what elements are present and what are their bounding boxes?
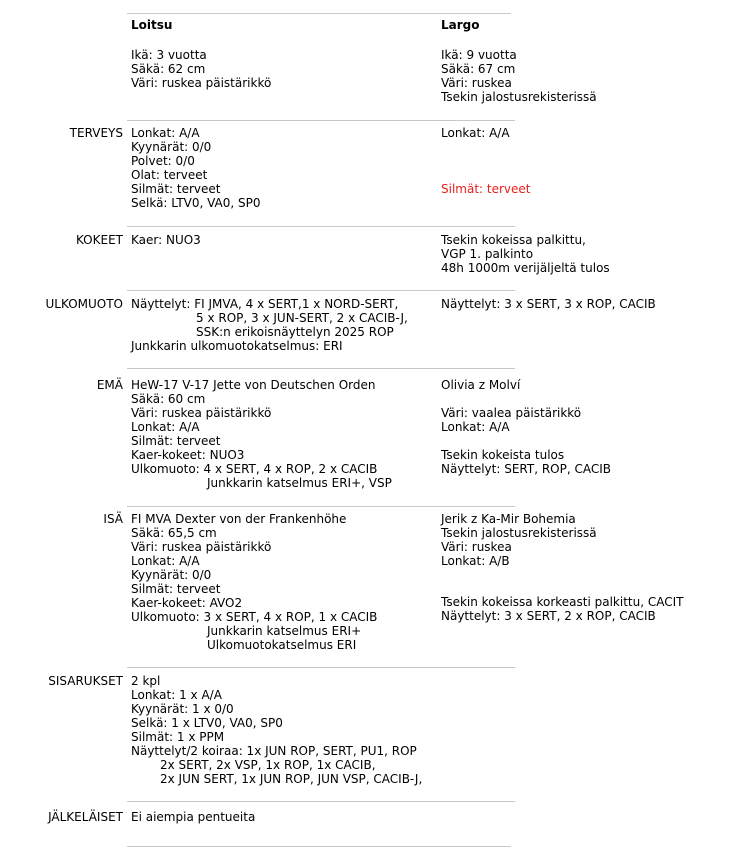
left-dam-line: Säkä: 60 cm bbox=[131, 392, 206, 406]
left-dam-line: Silmät: terveet bbox=[131, 434, 221, 448]
left-shows-line: Junkkarin ulkomuotokatselmus: ERI bbox=[131, 339, 343, 353]
left-shows-line: 5 x ROP, 3 x JUN-SERT, 2 x CACIB-J, bbox=[196, 311, 408, 325]
section-label-jalkelaiset: JÄLKELÄISET bbox=[48, 810, 123, 824]
right-dam-line: Lonkat: A/A bbox=[441, 420, 510, 434]
divider bbox=[127, 13, 511, 14]
left-dam-line: HeW-17 V-17 Jette von Deutschen Orden bbox=[131, 378, 376, 392]
left-trials: Kaer: NUO3 bbox=[131, 233, 201, 247]
left-dam-line: Ulkomuoto: 4 x SERT, 4 x ROP, 2 x CACIB bbox=[131, 462, 378, 476]
right-color: Väri: ruskea bbox=[441, 76, 512, 90]
divider bbox=[127, 290, 515, 291]
right-trials-line: 48h 1000m verijäljeltä tulos bbox=[441, 261, 610, 275]
left-shows-line: SSK:n erikoisnäyttelyn 2025 ROP bbox=[196, 325, 394, 339]
right-registry: Tsekin jalostusrekisterissä bbox=[441, 90, 597, 104]
left-shows-line: Näyttelyt: FI JMVA, 4 x SERT,1 x NORD-SERT, bbox=[131, 297, 399, 311]
divider bbox=[127, 226, 515, 227]
right-dam-line: Väri: vaalea päistärikkö bbox=[441, 406, 582, 420]
left-dam-line: Junkkarin katselmus ERI+, VSP bbox=[207, 476, 392, 490]
left-sire-line: Säkä: 65,5 cm bbox=[131, 526, 217, 540]
section-label-kokeet: KOKEET bbox=[75, 233, 123, 247]
offspring-line: Ei aiempia pentueita bbox=[131, 810, 256, 824]
right-eyes: Silmät: terveet bbox=[441, 182, 531, 196]
right-height: Säkä: 67 cm bbox=[441, 62, 516, 76]
siblings-line: 2x JUN SERT, 1x JUN ROP, JUN VSP, CACIB-J, bbox=[160, 772, 423, 786]
left-color: Väri: ruskea päistärikkö bbox=[131, 76, 272, 90]
divider bbox=[127, 846, 511, 847]
left-health-line: Kyynärät: 0/0 bbox=[131, 140, 212, 154]
left-sire-line: FI MVA Dexter von der Frankenhöhe bbox=[131, 512, 347, 526]
siblings-line: Selkä: 1 x LTV0, VA0, SP0 bbox=[131, 716, 283, 730]
left-dam-line: Lonkat: A/A bbox=[131, 420, 200, 434]
left-sire-line: Ulkomuotokatselmus ERI bbox=[207, 638, 357, 652]
section-label-sisarukset: SISARUKSET bbox=[48, 674, 123, 688]
divider bbox=[127, 506, 515, 507]
left-health-line: Lonkat: A/A bbox=[131, 126, 200, 140]
section-label-ema: EMÄ bbox=[96, 378, 123, 392]
left-dam-line: Väri: ruskea päistärikkö bbox=[131, 406, 272, 420]
left-age: Ikä: 3 vuotta bbox=[131, 48, 207, 62]
right-age: Ikä: 9 vuotta bbox=[441, 48, 517, 62]
siblings-line: Lonkat: 1 x A/A bbox=[131, 688, 222, 702]
left-health-line: Silmät: terveet bbox=[131, 182, 221, 196]
left-health-line: Polvet: 0/0 bbox=[131, 154, 195, 168]
divider bbox=[127, 801, 515, 802]
siblings-line: Kyynärät: 1 x 0/0 bbox=[131, 702, 234, 716]
left-dog-name: Loitsu bbox=[131, 18, 173, 32]
right-sire-line: Lonkat: A/B bbox=[441, 554, 510, 568]
siblings-line: Näyttelyt/2 koiraa: 1x JUN ROP, SERT, PU1, ROP bbox=[131, 744, 417, 758]
section-label-isa: ISÄ bbox=[103, 512, 123, 526]
right-dog-name: Largo bbox=[441, 18, 480, 32]
right-sire-line: Näyttelyt: 3 x SERT, 2 x ROP, CACIB bbox=[441, 609, 656, 623]
left-health-line: Olat: terveet bbox=[131, 168, 208, 182]
section-label-terveys: TERVEYS bbox=[69, 126, 123, 140]
left-sire-line: Kyynärät: 0/0 bbox=[131, 568, 212, 582]
section-label-ulkomuoto: ULKOMUOTO bbox=[45, 297, 123, 311]
left-dam-line: Kaer-kokeet: NUO3 bbox=[131, 448, 245, 462]
left-sire-line: Väri: ruskea päistärikkö bbox=[131, 540, 272, 554]
right-shows: Näyttelyt: 3 x SERT, 3 x ROP, CACIB bbox=[441, 297, 656, 311]
left-sire-line: Silmät: terveet bbox=[131, 582, 221, 596]
right-dam-line: Näyttelyt: SERT, ROP, CACIB bbox=[441, 462, 612, 476]
right-dam-line: Tsekin kokeista tulos bbox=[441, 448, 565, 462]
right-hips: Lonkat: A/A bbox=[441, 126, 510, 140]
right-sire-line: Tsekin kokeissa korkeasti palkittu, CACIT bbox=[441, 595, 684, 609]
right-sire-line: Väri: ruskea bbox=[441, 540, 512, 554]
right-trials-line: VGP 1. palkinto bbox=[441, 247, 534, 261]
left-sire-line: Junkkarin katselmus ERI+ bbox=[207, 624, 362, 638]
siblings-line: 2x SERT, 2x VSP, 1x ROP, 1x CACIB, bbox=[160, 758, 376, 772]
divider bbox=[127, 667, 515, 668]
left-sire-line: Kaer-kokeet: AVO2 bbox=[131, 596, 243, 610]
left-height: Säkä: 62 cm bbox=[131, 62, 206, 76]
right-dam-name: Olivia z Molví bbox=[441, 378, 521, 392]
right-trials-line: Tsekin kokeissa palkittu, bbox=[441, 233, 586, 247]
right-sire-line: Jerik z Ka-Mir Bohemia bbox=[441, 512, 576, 526]
left-sire-line: Lonkat: A/A bbox=[131, 554, 200, 568]
right-sire-line: Tsekin jalostusrekisterissä bbox=[441, 526, 597, 540]
divider bbox=[127, 120, 515, 121]
left-health-line: Selkä: LTV0, VA0, SP0 bbox=[131, 196, 261, 210]
divider bbox=[127, 368, 515, 369]
left-sire-line: Ulkomuoto: 3 x SERT, 4 x ROP, 1 x CACIB bbox=[131, 610, 378, 624]
siblings-line: 2 kpl bbox=[131, 674, 161, 688]
siblings-line: Silmät: 1 x PPM bbox=[131, 730, 225, 744]
